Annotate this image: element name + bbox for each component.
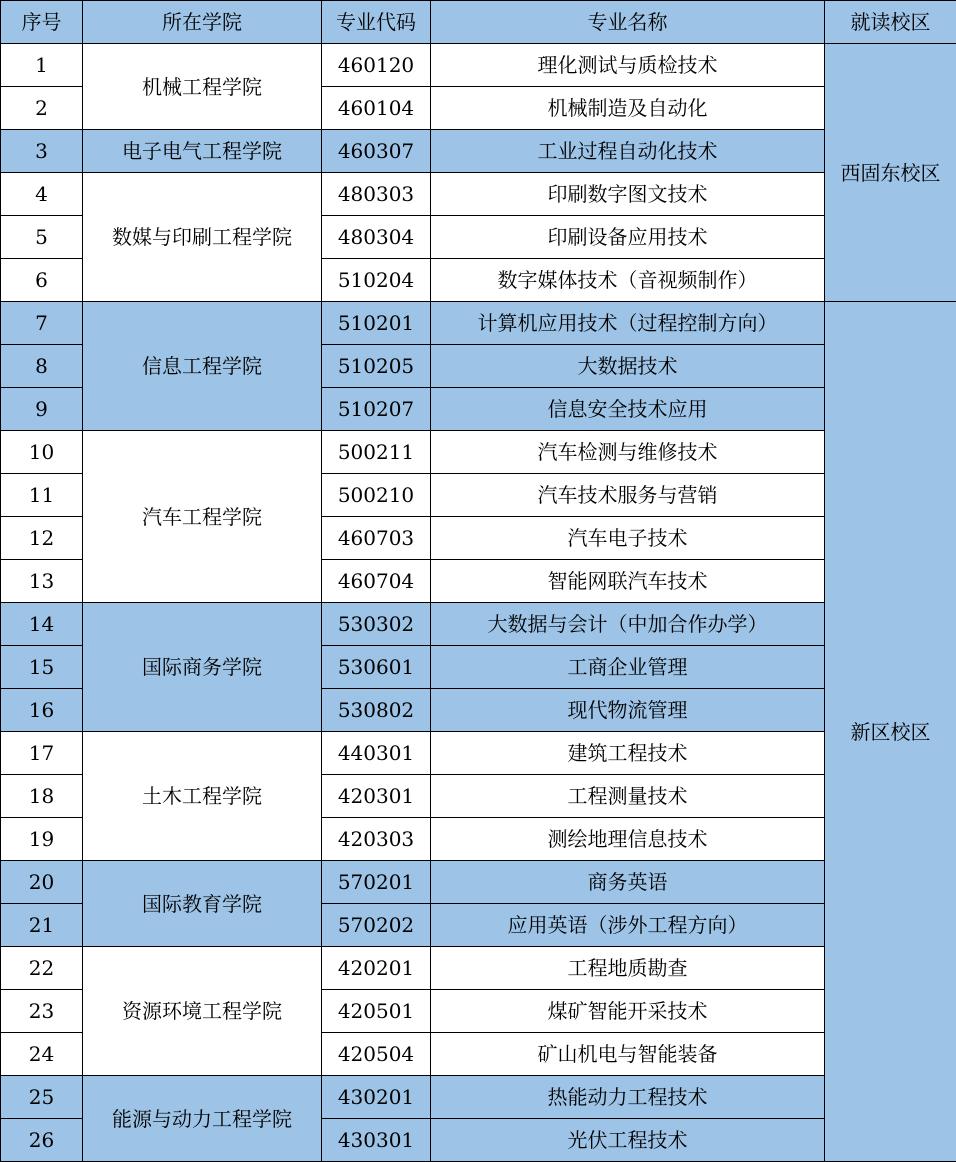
row-no: 26 [1, 1119, 83, 1162]
row-code: 530302 [322, 603, 431, 646]
row-no: 4 [1, 173, 83, 216]
table-row [1, 431, 956, 474]
header-name: 专业名称 [431, 1, 825, 44]
college-cell: 国际教育学院 [83, 861, 322, 947]
row-code: 510205 [322, 345, 431, 388]
college-cell: 土木工程学院 [83, 732, 322, 861]
row-no: 21 [1, 904, 83, 947]
row-no: 18 [1, 775, 83, 818]
table-row [1, 1076, 956, 1119]
row-no: 23 [1, 990, 83, 1033]
college-cell: 能源与动力工程学院 [83, 1076, 322, 1162]
row-code: 480304 [322, 216, 431, 259]
row-name: 工程测量技术 [431, 775, 825, 818]
row-no: 1 [1, 44, 83, 87]
row-code: 460703 [322, 517, 431, 560]
row-no: 13 [1, 560, 83, 603]
row-code: 420301 [322, 775, 431, 818]
row-name: 工程地质勘查 [431, 947, 825, 990]
row-code: 530601 [322, 646, 431, 689]
row-no: 25 [1, 1076, 83, 1119]
row-no: 10 [1, 431, 83, 474]
header-row [1, 1, 956, 44]
row-name: 印刷数字图文技术 [431, 173, 825, 216]
header-campus: 就读校区 [825, 1, 956, 44]
table-row [1, 173, 956, 216]
row-code: 460704 [322, 560, 431, 603]
row-no: 20 [1, 861, 83, 904]
table-row [1, 130, 956, 173]
row-name: 大数据技术 [431, 345, 825, 388]
row-name: 煤矿智能开采技术 [431, 990, 825, 1033]
row-no: 14 [1, 603, 83, 646]
row-code: 420201 [322, 947, 431, 990]
table-row [1, 947, 956, 990]
row-no: 16 [1, 689, 83, 732]
row-code: 420501 [322, 990, 431, 1033]
row-no: 6 [1, 259, 83, 302]
row-name: 智能网联汽车技术 [431, 560, 825, 603]
row-code: 420504 [322, 1033, 431, 1076]
college-cell: 汽车工程学院 [83, 431, 322, 603]
row-code: 510207 [322, 388, 431, 431]
row-code: 570201 [322, 861, 431, 904]
row-name: 工商企业管理 [431, 646, 825, 689]
row-name: 信息安全技术应用 [431, 388, 825, 431]
row-name: 计算机应用技术（过程控制方向） [431, 302, 825, 345]
row-name: 光伏工程技术 [431, 1119, 825, 1162]
row-name: 矿山机电与智能装备 [431, 1033, 825, 1076]
row-no: 19 [1, 818, 83, 861]
college-cell: 机械工程学院 [83, 44, 322, 130]
row-name: 热能动力工程技术 [431, 1076, 825, 1119]
row-name: 汽车检测与维修技术 [431, 431, 825, 474]
college-cell: 电子电气工程学院 [83, 130, 322, 173]
row-code: 500210 [322, 474, 431, 517]
row-name: 印刷设备应用技术 [431, 216, 825, 259]
college-cell: 数媒与印刷工程学院 [83, 173, 322, 302]
row-code: 480303 [322, 173, 431, 216]
row-name: 汽车电子技术 [431, 517, 825, 560]
row-code: 510204 [322, 259, 431, 302]
row-name: 大数据与会计（中加合作办学） [431, 603, 825, 646]
row-no: 17 [1, 732, 83, 775]
table-row [1, 732, 956, 775]
row-code: 530802 [322, 689, 431, 732]
row-code: 430301 [322, 1119, 431, 1162]
row-name: 建筑工程技术 [431, 732, 825, 775]
campus-cell: 西固东校区 [825, 44, 956, 302]
row-no: 12 [1, 517, 83, 560]
row-no: 3 [1, 130, 83, 173]
college-cell: 信息工程学院 [83, 302, 322, 431]
table-row [1, 44, 956, 87]
row-name: 商务英语 [431, 861, 825, 904]
college-cell: 资源环境工程学院 [83, 947, 322, 1076]
row-code: 460120 [322, 44, 431, 87]
header-college: 所在学院 [83, 1, 322, 44]
table-row [1, 861, 956, 904]
row-code: 430201 [322, 1076, 431, 1119]
row-code: 510201 [322, 302, 431, 345]
row-name: 汽车技术服务与营销 [431, 474, 825, 517]
row-no: 9 [1, 388, 83, 431]
row-name: 机械制造及自动化 [431, 87, 825, 130]
row-no: 15 [1, 646, 83, 689]
row-no: 24 [1, 1033, 83, 1076]
row-no: 11 [1, 474, 83, 517]
row-name: 理化测试与质检技术 [431, 44, 825, 87]
campus-cell: 新区校区 [825, 302, 956, 1162]
row-name: 数字媒体技术（音视频制作） [431, 259, 825, 302]
row-code: 440301 [322, 732, 431, 775]
row-no: 8 [1, 345, 83, 388]
row-name: 测绘地理信息技术 [431, 818, 825, 861]
header-code: 专业代码 [322, 1, 431, 44]
college-cell: 国际商务学院 [83, 603, 322, 732]
row-no: 2 [1, 87, 83, 130]
row-code: 570202 [322, 904, 431, 947]
table-row [1, 603, 956, 646]
row-no: 7 [1, 302, 83, 345]
row-code: 460307 [322, 130, 431, 173]
table-row [1, 302, 956, 345]
row-no: 22 [1, 947, 83, 990]
row-code: 500211 [322, 431, 431, 474]
row-code: 460104 [322, 87, 431, 130]
row-name: 现代物流管理 [431, 689, 825, 732]
row-no: 5 [1, 216, 83, 259]
row-code: 420303 [322, 818, 431, 861]
row-name: 应用英语（涉外工程方向） [431, 904, 825, 947]
header-no: 序号 [1, 1, 83, 44]
row-name: 工业过程自动化技术 [431, 130, 825, 173]
